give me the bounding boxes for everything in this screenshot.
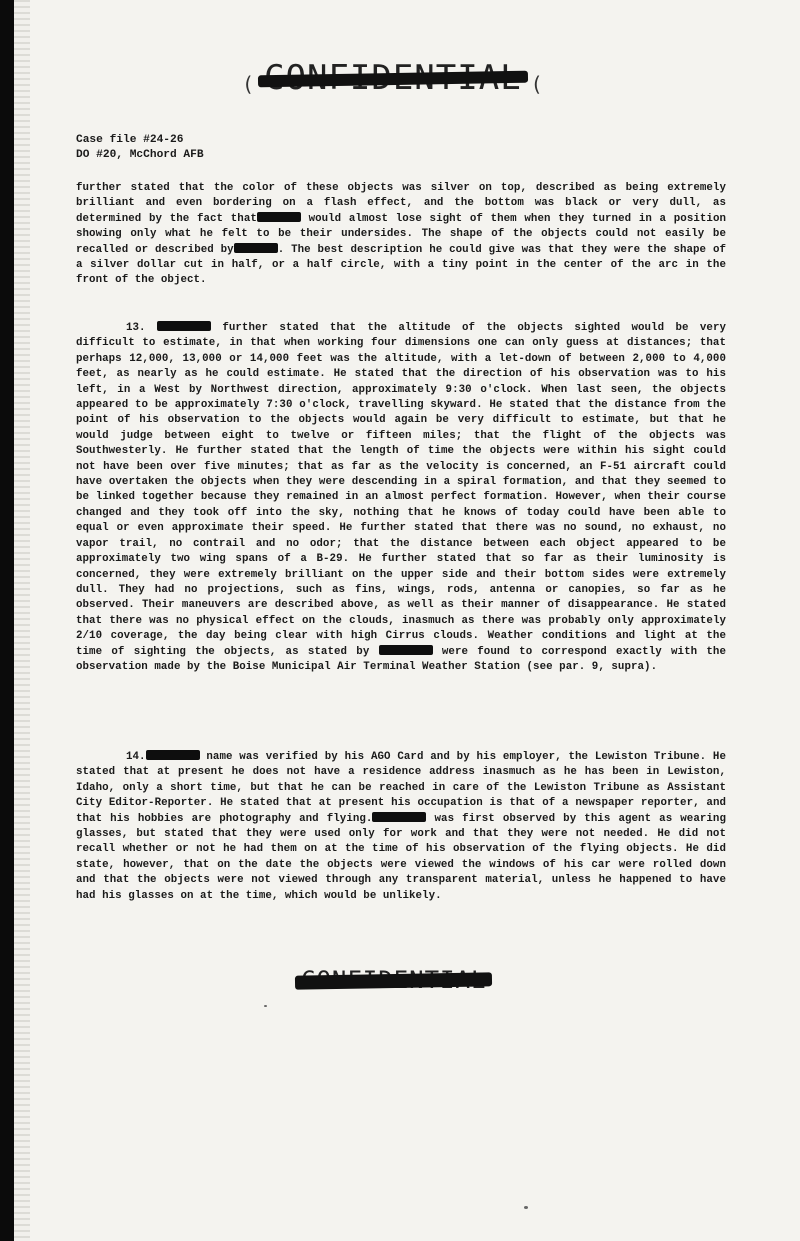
- redaction-mark: [157, 321, 211, 331]
- paragraph-14-number: 14.: [126, 751, 146, 763]
- redaction-mark: [146, 750, 200, 760]
- paragraph-14: [76, 750, 726, 904]
- stamp-paren-right: (: [530, 72, 544, 96]
- paragraph-14-text-1: name was verified by his AGO Card and by his employer, the Lewiston Tribune. He stated that at present he does not have a residence address inasmuch as he has been in Lewiston, Idaho, only a short time, but that he can be reached in care of the Lewiston Tribune as Assistant City Editor-Reporter. He stated that at present his occupation is that of a newspaper reporter, and that his hobbies are photography and flying.: [76, 751, 726, 825]
- paragraph-13: [76, 321, 726, 675]
- document-page: [14, 0, 800, 1241]
- paper-speck: [264, 1005, 267, 1007]
- paragraph-13-number: 13.: [126, 322, 146, 334]
- paper-speck: [524, 1206, 528, 1209]
- district-office-line: DO #20, McChord AFB: [76, 149, 204, 161]
- paragraph-continuation: [76, 181, 726, 289]
- continuation-text-2: would almost lose sight of them when they turned in a position showing only what he felt to be their undersides. The shape of the objects could not easily be recalled or described by: [76, 212, 726, 256]
- redaction-mark: [257, 212, 301, 222]
- redaction-mark: [234, 243, 278, 253]
- stamp-paren-left: (: [242, 72, 256, 96]
- continuation-text-1: further stated that the color of these objects was silver on top, described as being extremely brilliant and even bordering on a flash effect, and the bottom was black or very dull, as determined by the fact that: [76, 182, 726, 225]
- continuation-text-3: . The best description he could give was that they were the shape of a silver dollar cut in half, or a half circle, with a tiny point in the center of the arc in the front of the object.: [76, 243, 727, 287]
- paragraph-14-text-2: was first observed by this agent as wearing glasses, but stated that they were used only for work and that they were not needed. He did not recall whether or not he had them on at the time of his observation of the flying objects. He did state, however, that on the date the objects were viewed the windows of his car were rolled down and that the objects were not viewed through any transparent material, unless he happened to have had his glasses on at the time, which would be unlikely.: [76, 812, 726, 902]
- classification-stamp-bottom: [301, 966, 486, 994]
- paragraph-13-text-2: were found to correspond exactly with the observation made by the Boise Municipal Air Terminal Weather Station (see par. 9, supra).: [76, 645, 726, 673]
- case-header: [76, 133, 204, 163]
- classification-stamp-top: [242, 58, 544, 98]
- redaction-mark: [379, 645, 433, 655]
- case-file-line: Case file #24-26: [76, 134, 184, 146]
- paragraph-13-text-1: further stated that the altitude of the objects sighted would be very difficult to estimate, in that when working four dimensions one can only guess at distances; that perhaps 12,000, 13,000 or 14,000 feet was the altitude, with a let-down of between 2,000 to 4,000 feet, as nearly as he could estimate. He stated that the direction of his observation was to his left, in a West by Northwest direction, approximately 9:30 o'clock. When last seen, the objects appeared to be approximately 7:30 o'clock, travelling skyward. He stated that the distance from the point of his observation to the objects would again be very difficult to estimate, but that he would judge between eight to twelve or fifteen miles; that the flight of the objects was Southwesterly. He further stated that the length of time the objects were within his sight could not have been over five minutes; that as far as the velocity is concerned, an F-51 aircraft could have overtaken the objects when they were descending in a spiral formation, and that they seemed to be linked together because they remained in an almost perfect formation. However, when their course changed and they took off into the sky, nothing that he knows of today could have been able to equal or even approximate their speed. He further stated that there was no sound, no exhaust, no vapor trail, no contrail and no odor; that the distance between each object appeared to be approximately two wing spans of a B-29. He further stated that so far as their luminosity is concerned, they were extremely brilliant on the upper side and their bottom sides were extremely dull. They had no projections, such as fins, wings, rods, antenna or canopies, so far as he observed. Their maneuvers are described above, as well as their manner of disappearance. He stated that there was no physical effect on the clouds, inasmuch as there was probably only approximately 2/10 coverage, the day being clear with high Cirrus clouds. Weather conditions and light at the time of sighting the objects, as stated by: [76, 322, 727, 658]
- stamp-redaction-bar: [295, 972, 493, 989]
- redaction-mark: [372, 812, 426, 822]
